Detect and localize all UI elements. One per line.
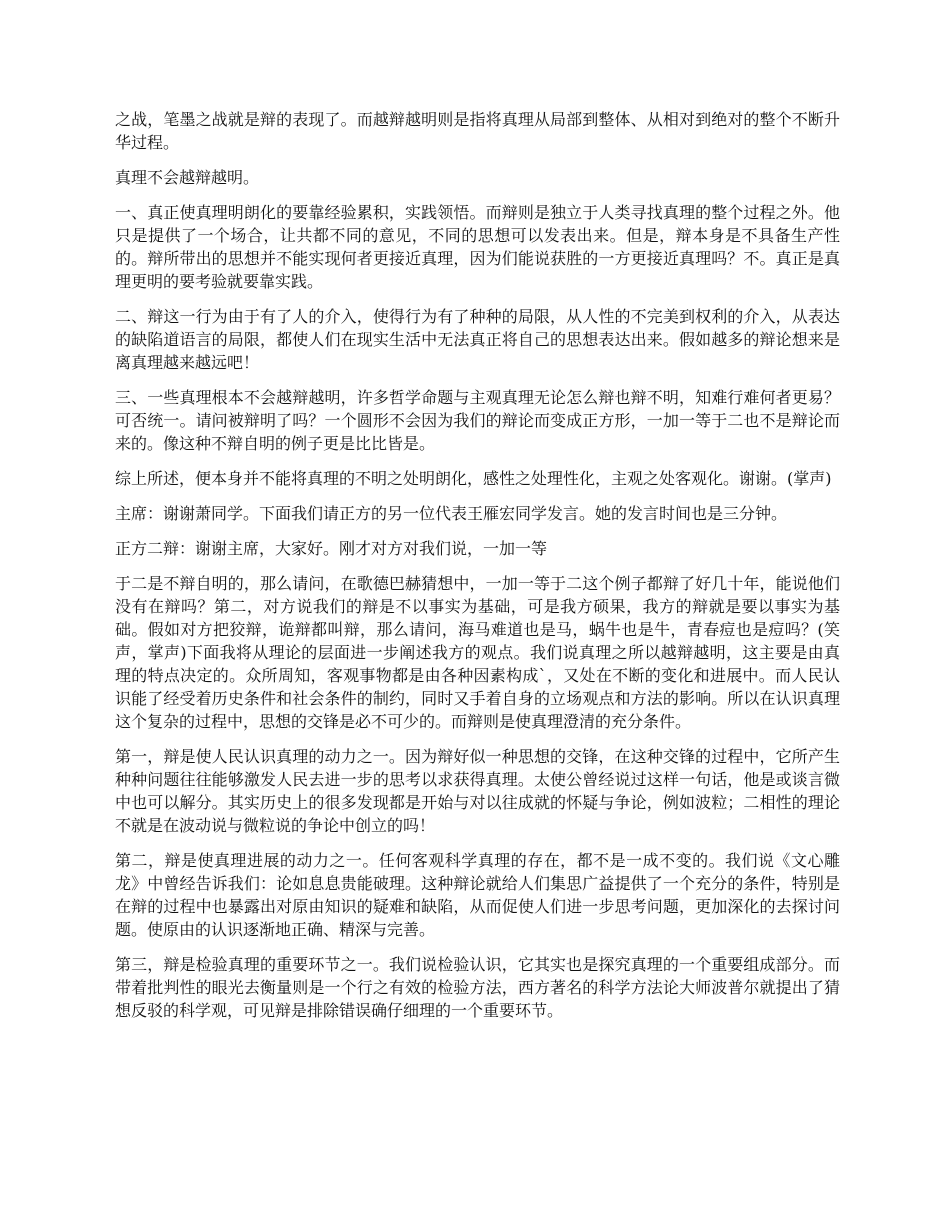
paragraph: 第一，辩是使人民认识真理的动力之一。因为辩好似一种思想的交锋，在这种交锋的过程中，它所产生种种问题往往能够激发人民去进一步的思考以求获得真理。太使公曾经说过这样一句话，他是或谈言微中也可以解分。其实历史上的很多发现都是开始与对以往成就的怀疑与争论，例如波粒；二相性的理论不就是在波动说与微粒说的争论中创立的吗！	[115, 747, 840, 835]
paragraph: 之战，笔墨之战就是辩的表现了。而越辩越明则是指将真理从局部到整体、从相对到绝对的整个不断升华过程。	[115, 110, 840, 152]
paragraph: 三、一些真理根本不会越辩越明，许多哲学命题与主观真理无论怎么辩也辩不明，知难行难何者更易？可否统一。请问被辩明了吗？一个圆形不会因为我们的辩论而变成正方形，一加一等于二也不是辩论而来的。像这种不辩自明的例子更是比比皆是。	[115, 388, 840, 453]
paragraph: 正方二辩：谢谢主席，大家好。刚才对方对我们说，一加一等	[115, 539, 548, 558]
paragraph: 真理不会越辩越明。	[115, 168, 260, 187]
paragraph: 综上所述，便本身并不能将真理的不明之处明朗化，感性之处理性化，主观之处客观化。谢谢。(掌声)	[115, 469, 832, 488]
paragraph: 二、辩这一行为由于有了人的介入，使得行为有了种种的局限，从人性的不完美到权利的介入，从表达的缺陷道语言的局限，都使人们在现实生活中无法真正将自己的思想表达出来。假如越多的辩论想来是离真理越来越远吧！	[115, 307, 840, 372]
paragraph: 主席：谢谢萧同学。下面我们请正方的另一位代表王雁宏同学发言。她的发言时间也是三分钟。	[115, 504, 788, 523]
paragraph: 于二是不辩自明的，那么请问，在歌德巴赫猜想中，一加一等于二这个例子都辩了好几十年，能说他们没有在辩吗？第二，对方说我们的辩是不以事实为基础，可是我方硕果，我方的辩就是要以事实为基础。假如对方把狡辩，诡辩都叫辩，那么请问，海马难道也是马，蜗牛也是牛，青春痘也是痘吗？(笑声，掌声)下面我将从理论的层面进一步阐述我方的观点。我们说真理之所以越辩越明，这主要是由真理的特点决定的。众所周知，客观事物都是由各种因素构成`，又处在不断的变化和进展中。而人民认识能了经受着历史条件和社会条件的制约，同时又手着自身的立场观点和方法的影响。所以在认识真理这个复杂的过程中，思想的交锋是必不可少的。而辩则是使真理澄清的充分条件。	[115, 574, 840, 731]
paragraph: 第二，辩是使真理进展的动力之一。任何客观科学真理的存在，都不是一成不变的。我们说《文心雕龙》中曾经告诉我们：论如息息贵能破理。这种辩论就给人们集思广益提供了一个充分的条件，特别是在辩的过程中也暴露出对原由知识的疑难和缺陷，从而促使人们进一步思考问题，更加深化的去探讨问题。使原由的认识逐渐地正确、精深与完善。	[115, 851, 840, 939]
paragraph: 一、真正使真理明朗化的要靠经验累积，实践领悟。而辩则是独立于人类寻找真理的整个过程之外。他只是提供了一个场合，让共都不同的意见，不同的思想可以发表出来。但是，辩本身是不具备生产性的。辩所带出的思想并不能实现何者更接近真理，因为们能说获胜的一方更接近真理吗？不。真正是真理更明的要考验就要靠实践。	[115, 203, 840, 291]
paragraph: 第三，辩是检验真理的重要环节之一。我们说检验认识，它其实也是探究真理的一个重要组成部分。而带着批判性的眼光去衡量则是一个行之有效的检验方法，西方著名的科学方法论大师波普尔就提出了猜想反驳的科学观，可见辩是排除错误确仔细理的一个重要环节。	[115, 955, 840, 1020]
